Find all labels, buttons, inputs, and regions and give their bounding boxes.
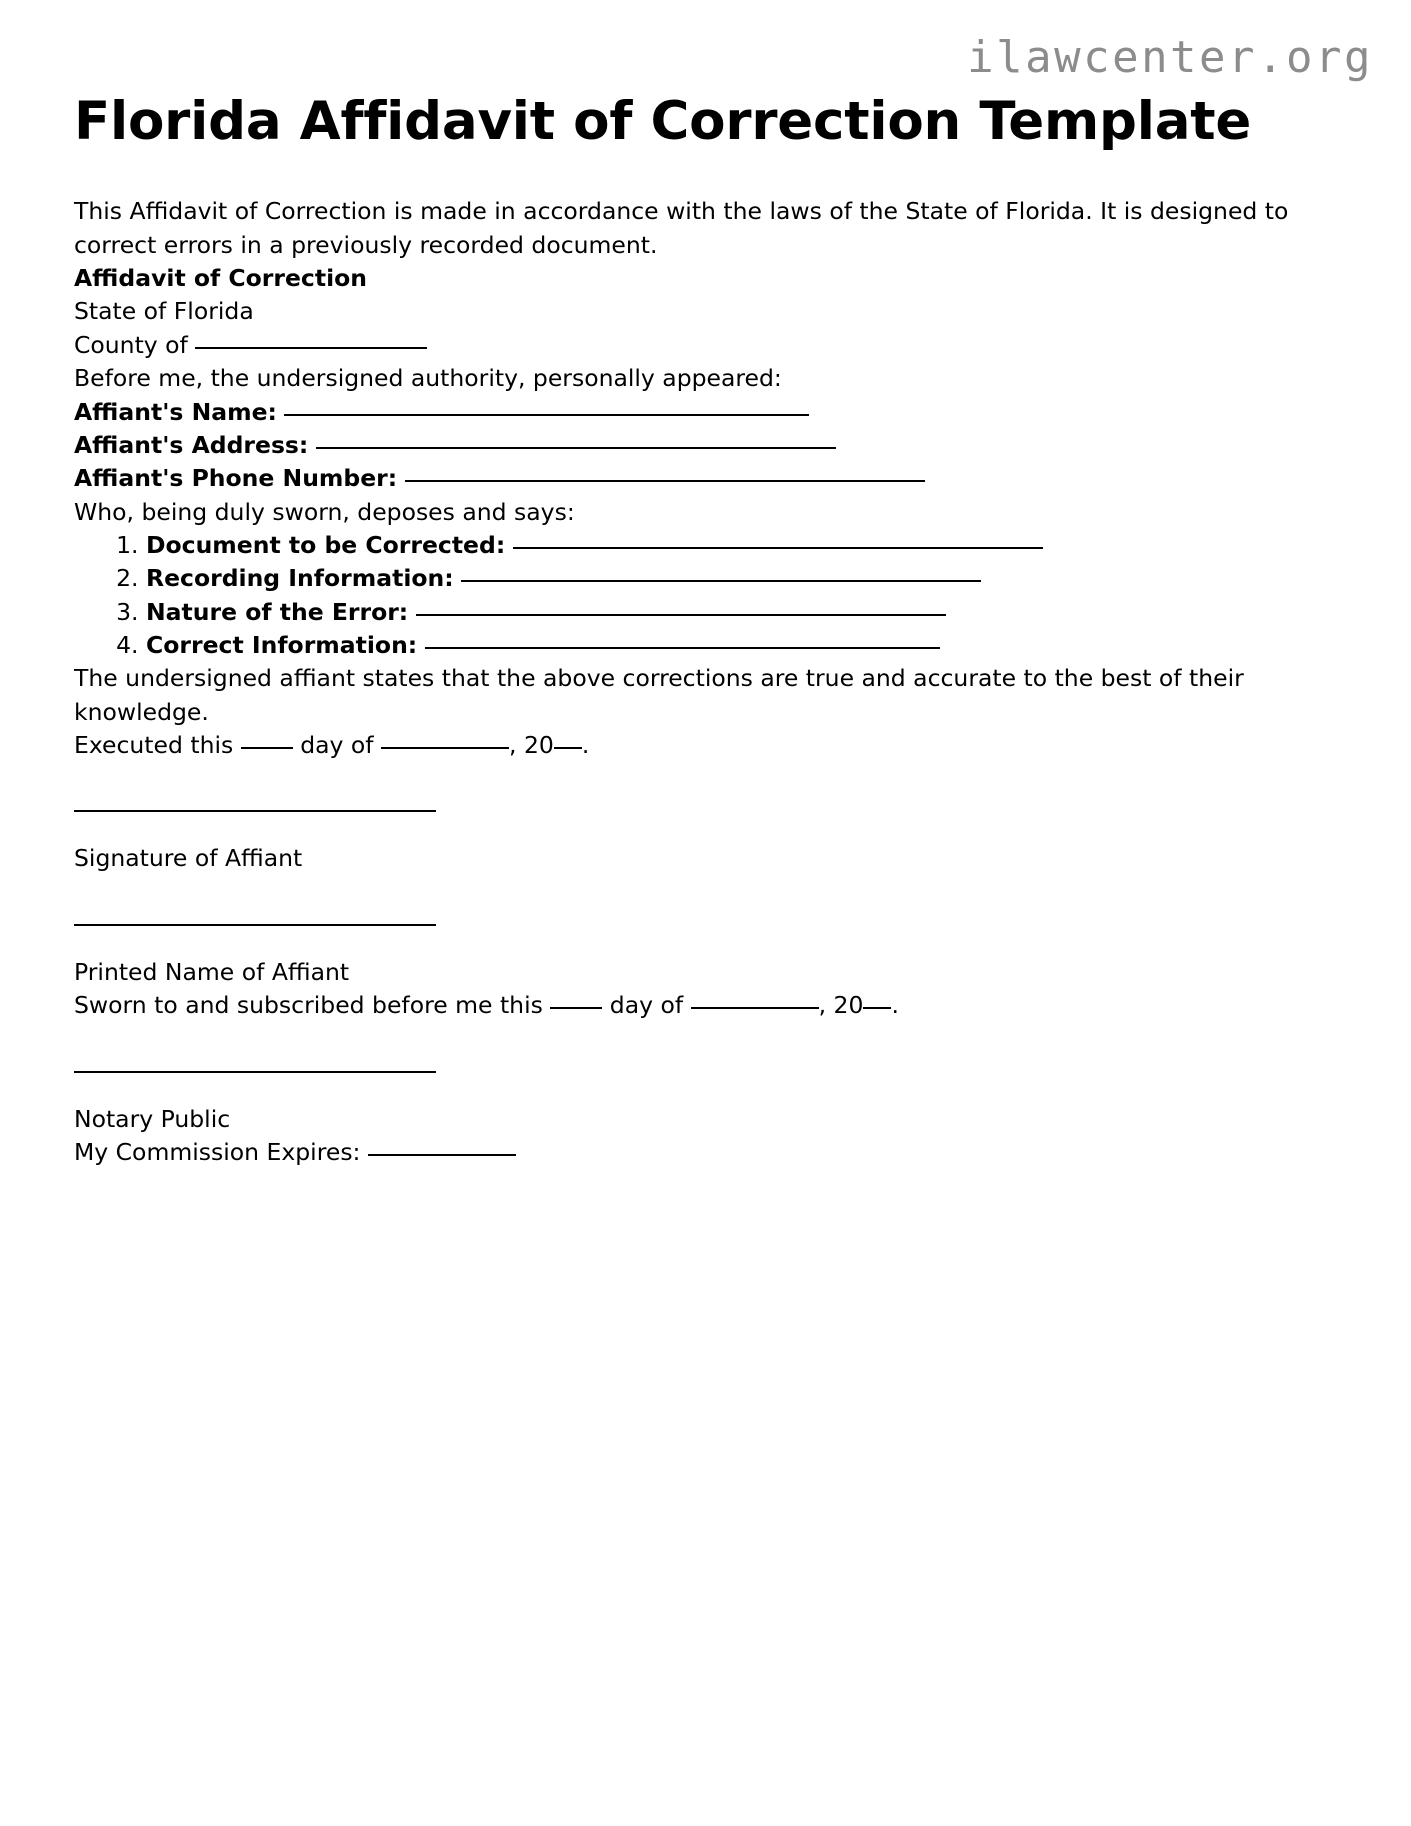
executed-line <box>74 729 1319 762</box>
list-item <box>146 562 1339 595</box>
signature-block-affiant <box>74 810 1339 875</box>
attestation-paragraph: The undersigned affiant states that the above corrections are true and accurate to the best of their knowledge. <box>74 664 1244 726</box>
sworn-before-mid: day of <box>602 991 691 1020</box>
affiants-name-blank[interactable] <box>284 414 809 416</box>
field-affiants-address <box>74 429 1319 462</box>
affiants-name-label: Affiant's Name: <box>74 397 277 426</box>
signature-caption-affiant: Signature of Affiant <box>74 844 303 873</box>
signature-caption-printed-name: Printed Name of Affiant <box>74 957 350 986</box>
item-label-recording-information: Recording Information: <box>146 564 454 593</box>
signature-block-notary <box>74 1071 1339 1136</box>
correction-items-list <box>74 529 1339 662</box>
executed-mid: day of <box>292 731 382 760</box>
executed-year-prefix: , 20 <box>509 731 554 760</box>
executed-day-blank[interactable] <box>241 747 293 749</box>
appearance-line: Before me, the undersigned authority, personally appeared: <box>74 364 782 393</box>
county-label: County of <box>74 330 196 359</box>
commission-expires-blank[interactable] <box>368 1154 516 1156</box>
field-affiants-phone <box>74 462 1319 495</box>
sworn-before-prefix: Sworn to and subscribed before me this <box>74 991 551 1020</box>
signature-block-printed-name <box>74 924 1339 989</box>
affiants-phone-blank[interactable] <box>405 480 925 482</box>
list-item <box>146 596 1339 629</box>
list-item <box>146 629 1339 662</box>
item-blank-recording-information[interactable] <box>461 580 981 582</box>
sworn-before-day-blank[interactable] <box>550 1007 602 1009</box>
item-blank-document-to-be-corrected[interactable] <box>513 547 1043 549</box>
item-blank-correct-information[interactable] <box>425 647 940 649</box>
item-label-nature-of-the-error: Nature of the Error: <box>146 597 409 626</box>
notary-caption: Notary Public <box>74 1104 231 1133</box>
sworn-before-month-blank[interactable] <box>691 1007 819 1009</box>
affiants-phone-label: Affiant's Phone Number: <box>74 464 398 493</box>
section-heading-affidavit-of-correction: Affidavit of Correction <box>74 264 368 293</box>
sworn-intro-line: Who, being duly sworn, deposes and says: <box>74 497 575 526</box>
item-label-document-to-be-corrected: Document to be Corrected: <box>146 530 506 559</box>
page-title: Florida Affidavit of Correction Template <box>74 91 1252 152</box>
sworn-before-year-blank[interactable] <box>863 1007 891 1009</box>
executed-year-blank[interactable] <box>554 747 582 749</box>
intro-paragraph: This Affidavit of Correction is made in accordance with the laws of the State of Florida. It is designed to correct errors in a previously recorded document. <box>74 197 1289 259</box>
executed-suffix: . <box>581 731 590 760</box>
list-item <box>146 529 1339 562</box>
field-affiants-name <box>74 396 1319 429</box>
sworn-before-suffix: . <box>891 991 899 1020</box>
state-line: State of Florida <box>74 297 254 326</box>
sworn-before-line <box>74 989 1319 1022</box>
county-blank[interactable] <box>195 347 427 349</box>
site-watermark: ilawcenter.org <box>967 32 1373 83</box>
executed-month-blank[interactable] <box>381 747 509 749</box>
county-line <box>74 329 1319 362</box>
executed-prefix: Executed this <box>74 731 241 760</box>
item-label-correct-information: Correct Information: <box>146 631 418 660</box>
affiants-address-label: Affiant's Address: <box>74 430 309 459</box>
commission-expires-line <box>74 1136 1319 1169</box>
affiants-address-blank[interactable] <box>316 447 836 449</box>
sworn-before-year-prefix: , 20 <box>818 991 864 1020</box>
document-body <box>74 0 1339 1169</box>
commission-expires-label: My Commission Expires: <box>74 1137 368 1166</box>
item-blank-nature-of-the-error[interactable] <box>416 614 946 616</box>
